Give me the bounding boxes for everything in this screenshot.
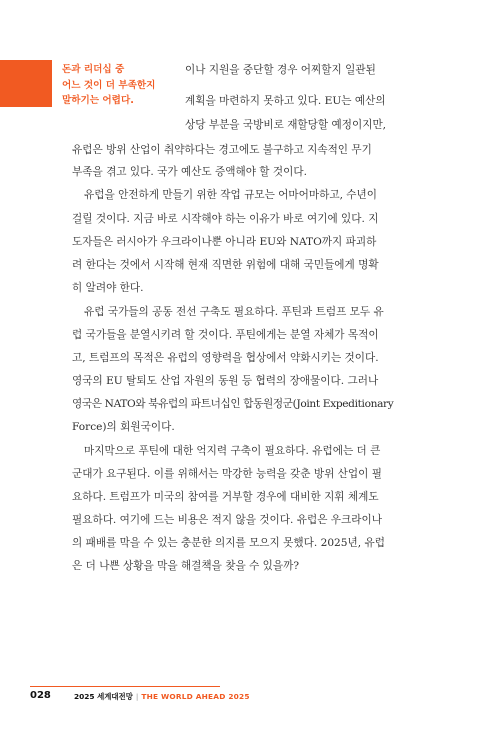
book-title: 2025 세계대전망 [74,692,133,701]
body-line: 계획을 마련하지 못하고 있다. EU는 예산의 [185,95,386,107]
body-line: 영국은 NATO와 북유럽의 파트너십인 합동원정군(Joint Expeditionary [72,398,394,410]
body-line: 의 패배를 막을 수 있는 충분한 의지를 모으지 못했다. 2025년, 유럽 [72,537,385,549]
pull-quote-line: 어느 것이 더 부족한지 [62,79,156,91]
body-line: 군대가 요구된다. 이를 위해서는 막강한 능력을 갖춘 방위 산업이 필 [72,468,382,480]
body-line: 영국의 EU 탈퇴도 산업 자원의 동원 등 협력의 장애물이다. 그러나 [72,375,379,387]
body-line: 걸릴 것이다. 지금 바로 시작해야 하는 이유가 바로 여기에 있다. 지 [72,213,379,225]
body-line: 도자들은 러시아가 우크라이나뿐 아니라 EU와 NATO까지 파괴하 [72,236,377,248]
pull-quote [62,62,180,109]
orange-accent-tab [0,60,52,107]
running-head [74,691,250,702]
footer-rule [30,686,220,687]
pull-quote-line: 돈과 리더십 중 [62,64,125,75]
body-line: 유럽 국가들의 공동 전선 구축도 필요하다. 푸틴과 트럼프 모두 유 [84,306,384,318]
body-line: 마지막으로 푸틴에 대한 억지력 구축이 필요하다. 유럽에는 더 큰 [84,445,381,457]
pull-quote-line: 말하기는 어렵다. [62,95,134,106]
running-head-separator: | [135,692,139,701]
body-line: 부족을 겪고 있다. 국가 예산도 증액해야 할 것이다. [72,166,307,178]
body-line: 유럽을 안전하게 만들기 위한 작업 규모는 어마어마하고, 수년이 [84,189,378,201]
body-line: 유럽은 방위 산업이 취약하다는 경고에도 불구하고 지속적인 무기 [72,144,372,156]
body-line: 럽 국가들을 분열시키려 할 것이다. 푸틴에게는 분열 자체가 목적이 [72,329,379,341]
body-line: 이나 지원을 중단할 경우 어찌할지 일관된 [185,64,376,76]
body-line: 필요하다. 여기에 드는 비용은 적지 않을 것이다. 유럽은 우크라이나 [72,514,382,526]
body-line: 상당 부분을 국방비로 재할당할 예정이지만, [185,119,387,131]
body-line: 히 알려야 한다. [72,282,144,294]
page-number: 028 [30,690,51,701]
body-line: Force)의 회원국이다. [72,421,175,433]
body-line: 려 한다는 것에서 시작해 현재 직면한 위험에 대해 국민들에게 명확 [72,259,379,271]
body-line: 은 더 나쁜 상황을 막을 해결책을 찾을 수 있을까? [72,560,300,572]
series-title: THE WORLD AHEAD 2025 [141,692,250,701]
body-line: 고, 트럼프의 목적은 유럽의 영향력을 협상에서 약화시키는 것이다. [72,352,379,364]
body-line: 요하다. 트럼프가 미국의 참여를 거부할 경우에 대비한 지휘 체계도 [72,491,379,503]
